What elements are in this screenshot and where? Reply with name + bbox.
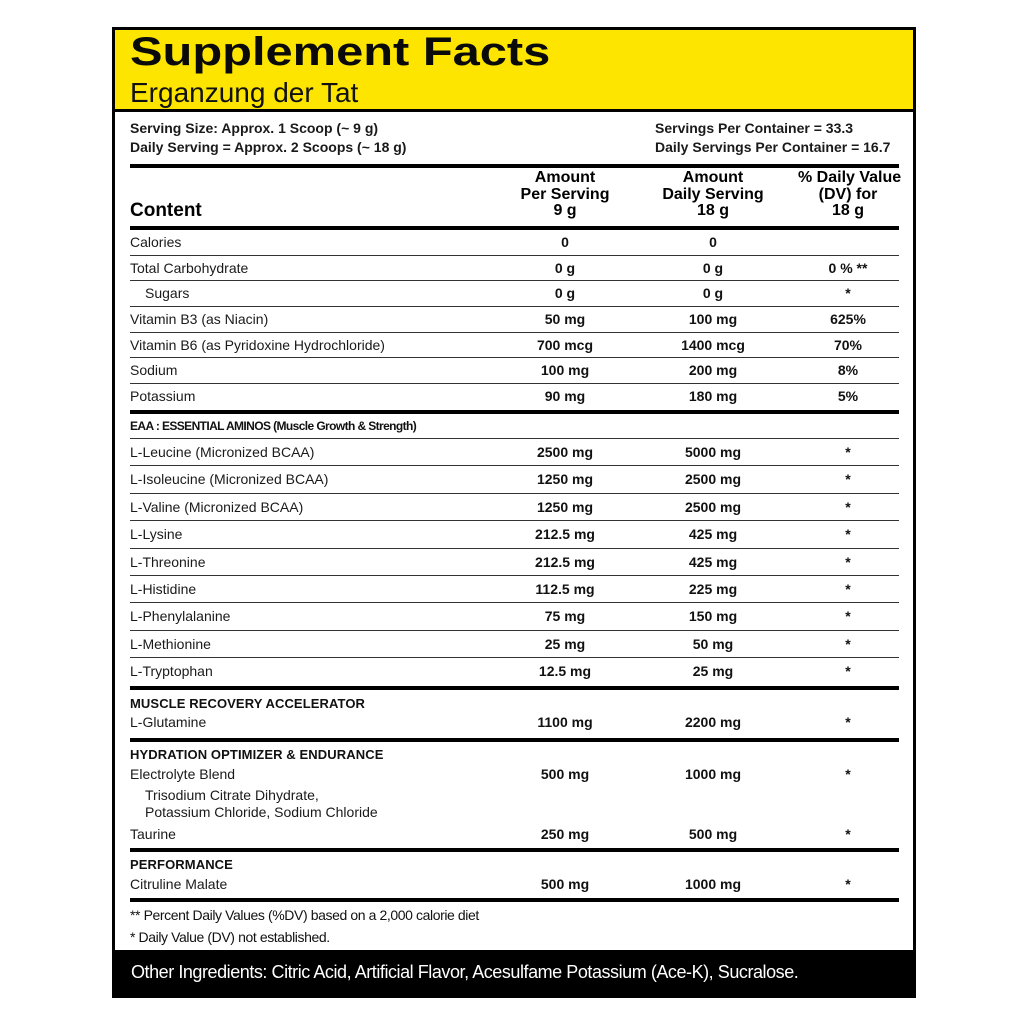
electrolyte-blend-detail: [130, 787, 899, 821]
daily-value-percent: *: [845, 663, 851, 680]
amount-daily-serving: 150 mg: [688, 608, 738, 625]
amount-per-serving: 100 mg: [540, 362, 590, 379]
daily-value-percent: 70%: [833, 336, 863, 353]
amount-per-serving: 700 mcg: [536, 336, 594, 353]
supplement-facts-label: [112, 27, 916, 998]
column-header-line: 9 g: [553, 202, 577, 219]
daily-value-percent: 0 % **: [828, 259, 868, 276]
amount-per-serving: 12.5 mg: [538, 663, 592, 680]
table-row: [130, 256, 899, 282]
table-row: [130, 439, 899, 466]
column-header-line: Amount: [534, 169, 596, 186]
nutrient-name: L-Glutamine: [130, 714, 207, 730]
amount-daily-serving: 2500 mg: [684, 471, 742, 488]
column-header-line: 18 g: [696, 202, 729, 219]
daily-value-percent: *: [845, 635, 851, 652]
column-header-per-serving: [490, 170, 640, 220]
amount-per-serving: 1100 mg: [537, 714, 593, 730]
amount-daily-serving: 200 mg: [688, 362, 738, 379]
section-hydration: [130, 742, 899, 848]
table-row: [130, 358, 899, 384]
daily-value-percent: *: [845, 580, 851, 597]
table-row: [130, 603, 899, 630]
daily-value-percent: *: [845, 444, 851, 460]
amount-daily-serving: 225 mg: [688, 580, 738, 597]
nutrient-name: Vitamin B6 (as Pyridoxine Hydrochloride): [130, 336, 385, 353]
table-row: [130, 658, 899, 685]
amount-per-serving: 90 mg: [544, 388, 586, 405]
detail-line: Trisodium Citrate Dihydrate,: [145, 787, 319, 803]
column-header-line: 18 g: [831, 202, 864, 219]
nutrient-name: L-Threonine: [130, 553, 206, 570]
amount-daily-serving: 425 mg: [688, 526, 738, 543]
amount-daily-serving: 0 g: [702, 259, 724, 276]
amount-per-serving: 50 mg: [544, 311, 586, 328]
table-row: [130, 307, 899, 333]
table-row: [130, 281, 899, 307]
daily-value-percent: *: [845, 285, 851, 302]
column-header-line: Per Serving: [520, 185, 610, 203]
table-row: [130, 576, 899, 603]
serving-info-right: [655, 119, 890, 157]
column-header-line: % Daily Value: [798, 169, 902, 186]
daily-value-percent: *: [845, 714, 851, 730]
amount-per-serving: 0 g: [554, 259, 576, 276]
serving-info-left: [130, 119, 406, 157]
nutrient-name: Electrolyte Blend: [130, 766, 236, 782]
daily-serving: Daily Serving = Approx. 2 Scoops (~ 18 g): [130, 138, 407, 155]
column-header-daily-value: [798, 169, 902, 220]
amount-daily-serving: 25 mg: [692, 663, 734, 680]
daily-value-percent: 5%: [837, 388, 859, 405]
footnote-dv-basis: ** Percent Daily Values (%DV) based on a 2,000 calorie diet: [130, 907, 479, 923]
serving-size: Serving Size: Approx. 1 Scoop (~ 9 g): [130, 119, 379, 136]
table-row: [130, 824, 899, 844]
amount-per-serving: 25 mg: [544, 635, 586, 652]
column-header-content: Content: [130, 200, 202, 221]
table-row: [130, 764, 899, 784]
amount-per-serving: 112.5 mg: [535, 580, 595, 597]
amount-daily-serving: 2200 mg: [684, 714, 742, 730]
table-row: [130, 549, 899, 576]
nutrient-name: L-Leucine (Micronized BCAA): [130, 444, 315, 460]
daily-value-percent: 8%: [837, 362, 859, 379]
daily-value-percent: *: [845, 526, 851, 543]
amount-daily-serving: 0 g: [702, 285, 724, 302]
daily-value-percent: *: [845, 471, 851, 488]
nutrient-name: Sodium: [130, 362, 178, 379]
label-subtitle: Erganzung der Tat: [130, 77, 359, 108]
table-row: [130, 333, 899, 359]
amount-daily-serving: 1000 mg: [684, 766, 742, 782]
table-row: [130, 466, 899, 493]
column-header-line: Amount: [682, 169, 744, 186]
table-row: [130, 384, 899, 410]
daily-value-percent: *: [845, 608, 851, 625]
section-heading: MUSCLE RECOVERY ACCELERATOR: [130, 696, 366, 711]
section-performance: [130, 852, 899, 898]
nutrient-name: Potassium: [130, 388, 196, 405]
nutrient-name: L-Lysine: [130, 526, 183, 543]
nutrient-name: L-Tryptophan: [130, 663, 213, 680]
amount-daily-serving: 180 mg: [688, 388, 738, 405]
amount-per-serving: 0 g: [554, 285, 576, 302]
amount-daily-serving: 100 mg: [688, 311, 738, 328]
detail-line: Potassium Chloride, Sodium Chloride: [145, 804, 378, 820]
nutrient-name: Sugars: [145, 285, 190, 302]
nutrient-name: L-Phenylalanine: [130, 608, 231, 625]
footnote-dv-not-established: * Daily Value (DV) not established.: [130, 929, 330, 945]
table-row: [130, 494, 899, 521]
amount-daily-serving: 0: [709, 234, 717, 250]
servings-per-container: Servings Per Container = 33.3: [655, 119, 854, 136]
table-row: [130, 230, 899, 256]
amount-per-serving: 2500 mg: [536, 444, 594, 460]
amount-per-serving: 1250 mg: [536, 498, 594, 515]
amount-daily-serving: 425 mg: [688, 553, 738, 570]
amount-per-serving: 75 mg: [544, 608, 586, 625]
nutrient-name: Calories: [130, 234, 182, 250]
nutrient-name: Citruline Malate: [130, 876, 228, 892]
column-header-daily-serving: [640, 170, 786, 220]
daily-servings-per-container: Daily Servings Per Container = 16.7: [655, 138, 891, 155]
divider-thick: [130, 164, 899, 168]
daily-value-percent: *: [845, 876, 851, 892]
amount-per-serving: 1250 mg: [536, 471, 594, 488]
daily-value-percent: *: [845, 766, 851, 782]
nutrient-name: L-Methionine: [130, 635, 211, 652]
table-row: [130, 874, 899, 894]
eaa-section: [130, 414, 899, 439]
amount-per-serving: 500 mg: [540, 876, 590, 892]
section-heading: PERFORMANCE: [130, 857, 233, 872]
daily-value-percent: 625%: [830, 311, 866, 328]
daily-value-percent: *: [845, 498, 851, 515]
section-heading: HYDRATION OPTIMIZER & ENDURANCE: [130, 747, 384, 762]
nutrient-name: L-Valine (Micronized BCAA): [130, 498, 304, 515]
amount-daily-serving: 50 mg: [692, 635, 734, 652]
divider-thick: [130, 898, 899, 902]
amount-daily-serving: 1000 mg: [684, 876, 742, 892]
nutrient-name: Taurine: [130, 826, 176, 842]
amount-per-serving: 212.5 mg: [535, 526, 595, 543]
amount-per-serving: 250 mg: [540, 826, 590, 842]
amount-per-serving: 212.5 mg: [535, 553, 595, 570]
amount-per-serving: 500 mg: [540, 766, 590, 782]
eaa-table: [130, 439, 899, 686]
amount-daily-serving: 1400 mcg: [681, 336, 745, 353]
label-header: [115, 30, 913, 112]
nutrient-name: Vitamin B3 (as Niacin): [130, 311, 269, 328]
section-heading: EAA : ESSENTIAL AMINOS (Muscle Growth & Strength): [130, 414, 899, 439]
table-row: [130, 631, 899, 658]
amount-daily-serving: 2500 mg: [684, 498, 742, 515]
nutrient-name: Total Carbohydrate: [130, 259, 249, 276]
other-ingredients: Other Ingredients: Citric Acid, Artificial Flavor, Acesulfame Potassium (Ace-K), Sucralose.: [115, 950, 913, 995]
daily-value-percent: *: [845, 826, 851, 842]
basic-nutrients-table: [130, 230, 899, 410]
daily-value-percent: *: [845, 553, 851, 570]
table-row: [130, 713, 899, 731]
nutrient-name: L-Histidine: [130, 580, 197, 597]
amount-per-serving: 0: [561, 234, 569, 250]
footnotes: [130, 904, 479, 948]
table-row: [130, 521, 899, 548]
section-muscle-recovery: [130, 690, 899, 738]
label-title: Supplement Facts: [130, 30, 551, 74]
column-header-line: Daily Serving: [662, 185, 764, 203]
nutrient-name: L-Isoleucine (Micronized BCAA): [130, 471, 329, 488]
column-header-line: (DV) for: [818, 185, 878, 203]
amount-daily-serving: 500 mg: [688, 826, 738, 842]
amount-daily-serving: 5000 mg: [684, 444, 742, 460]
